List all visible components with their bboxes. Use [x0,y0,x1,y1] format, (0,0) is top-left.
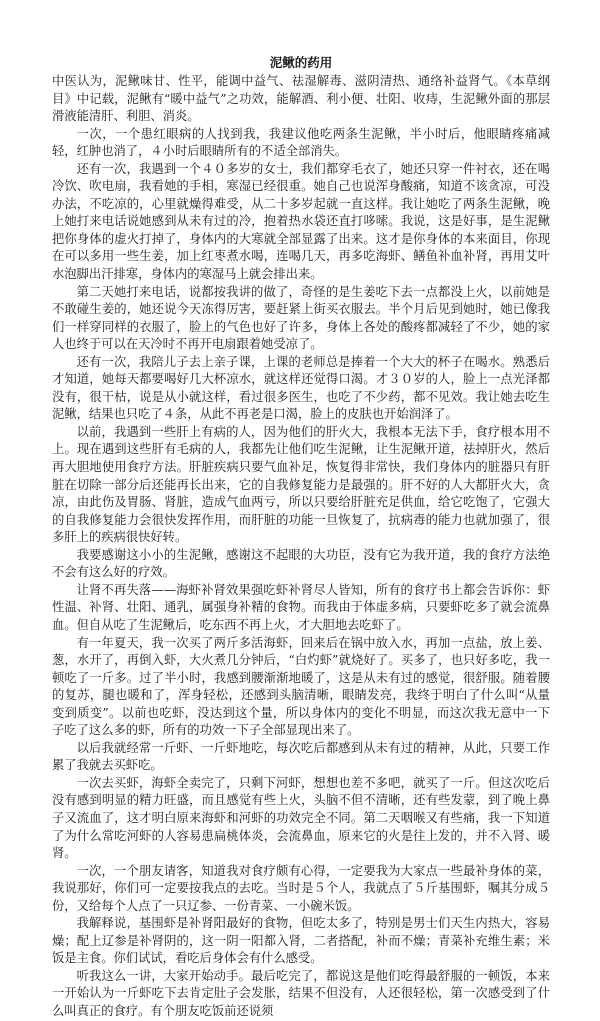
paragraph: 一次去买虾，海虾全卖完了，只剩下河虾，想想也差不多吧，就买了一斤。但这次吃后没有感到明显的精力旺盛，而且感觉有些上火，头脑不但不清晰，还有些发蒙，到了晚上鼻子又流血了，这才明白原来海虾和河虾的功效完全不同。第二天咽喉又有些痛，我一下知道了为什么常吃河虾的人容易患扁桃体炎，会流鼻血，原来它的火是往上发的，并不入肾、暖肾。 [52,775,550,861]
paragraph: 以后我就经常一斤虾、一斤虾地吃，每次吃后都感到从未有过的精神，从此，只要工作累了我就去买虾吃。 [52,740,550,773]
paragraph: 我要感谢这小小的生泥鳅，感谢这不起眼的大功臣，没有它为我开道，我的食疗方法绝不会有这么好的疗效。 [52,547,550,580]
paragraph: 听我这么一讲，大家开始动手。最后吃完了，都说这是他们吃得最舒服的一顿饭，本来一开始认为一斤虾吃下去肯定肚子会发胀，结果不但没有，人还很轻松，第一次感受到了什么叫真正的食疗。有个朋友吃饭前还说须 [52,968,550,1018]
paragraph: 一次，一个朋友请客，知道我对食疗颇有心得，一定要我为大家点一些最补身体的菜，我说那好，你们可一定要按我点的去吃。当时是５个人，我就点了５斤基围虾，嘱其分成５份，又给每个人点了一只辽参、一份青菜、一小碗米饭。 [52,863,550,913]
paragraph: 中医认为，泥鳅味甘、性平，能调中益气、祛湿解毒、滋阴清热、通络补益肾气。《本草纲目》中记载，泥鳅有“暖中益气”之功效，能解酒、利小便、壮阳、收痔，生泥鳅外面的那层滑液能清肝、利胆、消炎。 [52,74,550,124]
paragraph: 以前，我遇到一些肝上有病的人，因为他们的肝火大，我根本无法下手，食疗根本用不上。现在遇到这些肝有毛病的人，我都先让他们吃生泥鳅，让生泥鳅开道，祛掉肝火，然后再大胆地使用食疗方法。肝脏疾病只要气血补足，恢复得非常快，我们身体内的脏器只有肝脏在切除一部分后还能再长出来，它的自我修复能力是最强的。肝不好的人大都肝火大，贪凉，由此伤及胃肠、肾脏，造成气血两亏，所以只要给肝脏充足供血，给它吃饱了，它强大的自我修复能力会很快发挥作用，而肝脏的功能一旦恢复了，抗病毒的能力也就加强了，很多肝上的疾病很快好转。 [52,424,550,545]
paragraph: 还有一次，我遇到一个４０多岁的女士，我们都穿毛衣了，她还只穿一件衬衣，还在喝冷饮、吹电扇，我看她的手相，寒湿已经很重。她自己也说浑身酸痛，知道不该贪凉，可没办法，不吃凉的，心里就燥得难受，从二十多岁起就一直这样。我让她吃了两条生泥鳅，晚上她打来电话说她感到从未有过的冷，抱着热水袋还直打哆嗦。我说，这是好事，是生泥鳅把你身体的虚火打掉了，身体内的大寒就全部显露了出来。这才是你身体的本来面目，你现在可以多用一些生姜，加上红枣煮水喝，连喝几天，再多吃海虾、鳝鱼补血补肾，再用艾叶水泡脚出汗排寒，身体内的寒湿马上就会排出来。 [52,161,550,282]
paragraph: 第二天她打来电话，说都按我讲的做了，奇怪的是生姜吃下去一点都没上火，以前她是不敢碰生姜的，她还说今天冻得厉害，要赶紧上街买衣服去。半个月后见到她时，她已像我们一样穿同样的衣服了，脸上的气色也好了许多，身体上各处的酸疼都减轻了不少，她的家人也终于可以在天冷时不再开电扇跟着她受凉了。 [52,284,550,352]
paragraph: 还有一次，我陪儿子去上亲子课，上课的老师总是捧着一个大大的杯子在喝水。熟悉后才知道，她每天都要喝好几大杯凉水，就这样还觉得口渴。才３０岁的人，脸上一点光泽都没有，很干枯，说是从小就这样，看过很多医生，也吃了不少药，都不见效。我让她去吃生泥鳅，结果也只吃了４条，从此不再老是口渴，脸上的皮肤也开始润泽了。 [52,354,550,422]
document-page [52,54,550,1021]
document-title: 泥鳅的药用 [269,55,333,70]
paragraph: 我解释说，基围虾是补肾阳最好的食物，但吃太多了，特别是男士们天生内热大，容易燥；配上辽参是补肾阴的，这一阴一阳都入肾，二者搭配，补而不燥；青菜补充维生素；米饭是主食。你们试试，看吃后身体会有什么感受。 [52,916,550,966]
paragraph: 有一年夏天，我一次买了两斤多活海虾，回来后在锅中放入水，再加一点盐，放上姜、葱，水开了，再倒入虾，大火煮几分钟后，“白灼虾”就烧好了。买多了，也只好多吃，我一顿吃了一斤多。过了半小时，我感到腰渐渐地暖了，这是从未有过的感觉，很舒服。随着腰的复苏，腿也暖和了，浑身轻松，还感到头脑清晰，眼睛发亮，我终于明白了什么叫“从量变到质变”。以前也吃虾，没达到这个量，所以身体内的变化不明显，而这次我无意中一下子吃了这么多的虾，所有的功效一下子全部显现出来了。 [52,635,550,738]
paragraph: 让肾不再失落——海虾补肾效果强吃虾补肾尽人皆知，所有的食疗书上都会告诉你：虾性温、补肾、壮阳、通乳，属强身补精的食物。而我由于体虚多病，只要虾吃多了就会流鼻血。但自从吃了生泥鳅后，吃东西不再上火，才大胆地去吃虾了。 [52,582,550,632]
paragraph: 一次，一个患红眼病的人找到我，我建议他吃两条生泥鳅，半小时后，他眼睛疼痛减轻，红肿也消了，４小时后眼睛所有的不适全部消失。 [52,126,550,159]
